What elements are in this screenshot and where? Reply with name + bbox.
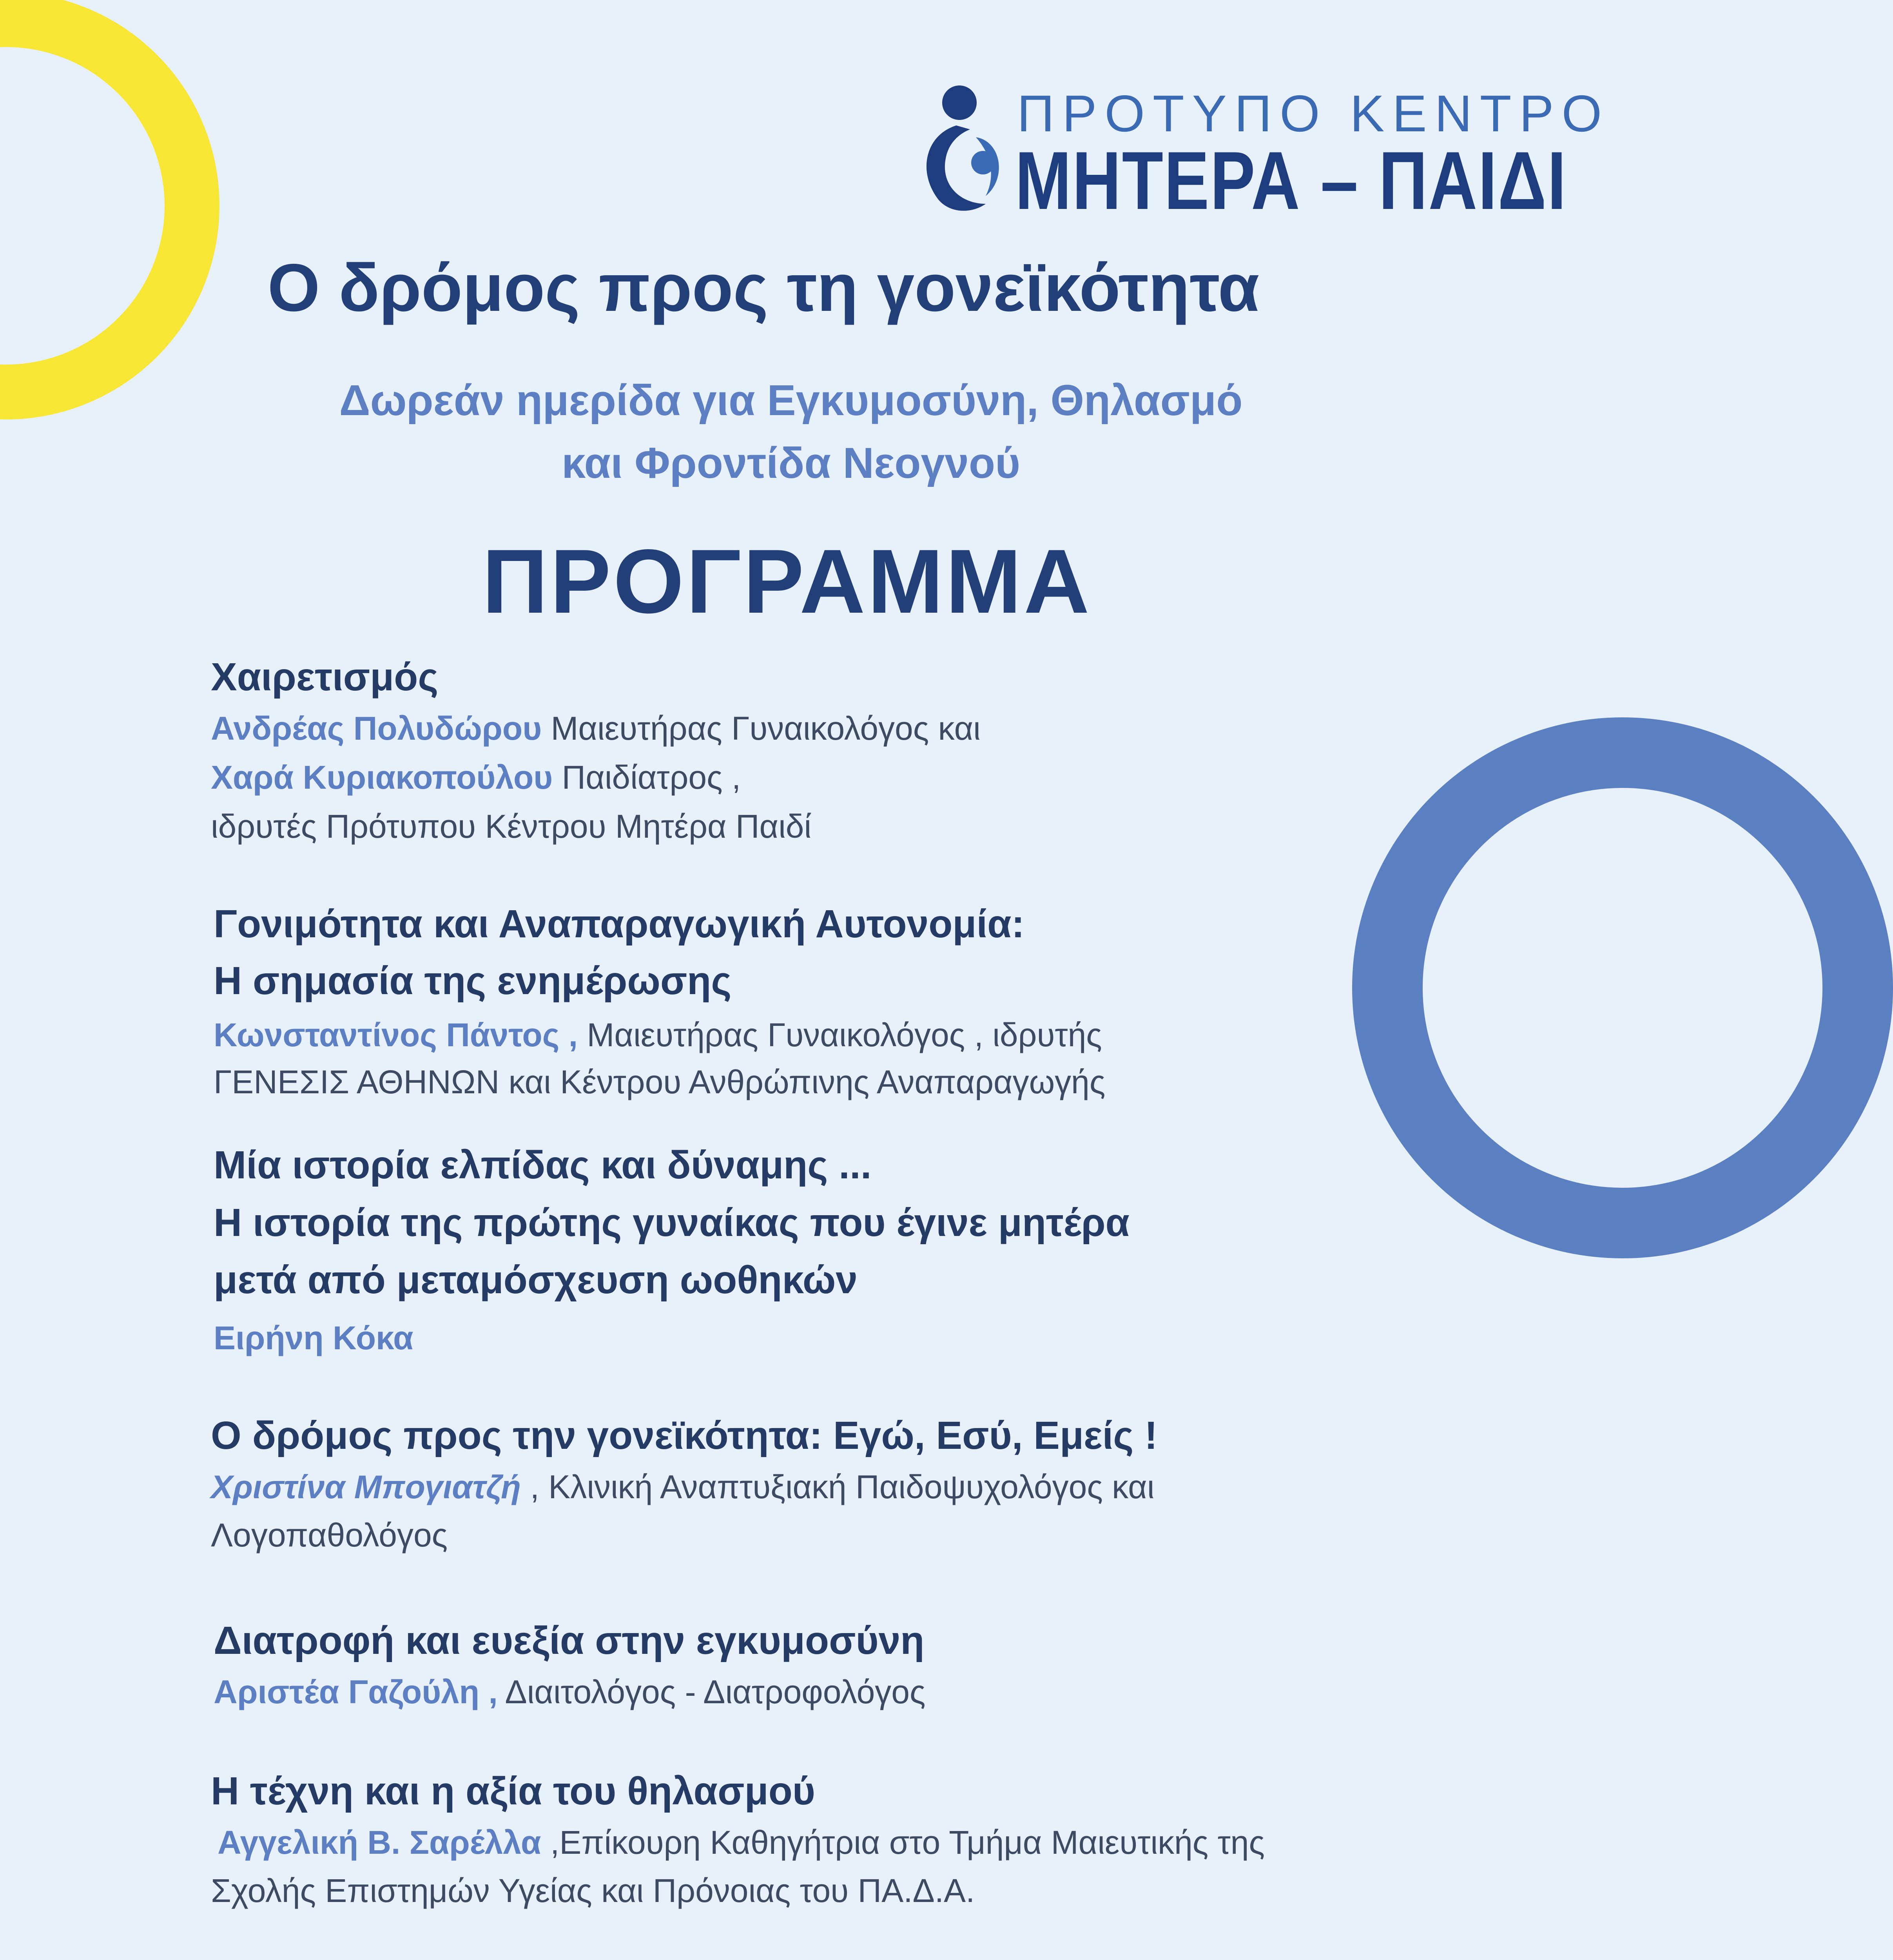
session-title: Χαιρετισμός xyxy=(211,655,439,699)
speaker-name: Χαρά Κυριακοπούλου xyxy=(211,759,553,796)
program-heading: ΠΡΟΓΡΑΜΜΑ xyxy=(482,531,1092,632)
logo xyxy=(917,82,1610,227)
session-title: Η τέχνη και η αξία του θηλασμού xyxy=(211,1769,815,1813)
blue-ring-decoration xyxy=(1352,717,1893,1258)
speaker-name: Ανδρέας Πολυδώρου xyxy=(211,710,542,747)
speaker-name: Χριστίνα Μπογιατζή xyxy=(211,1468,521,1505)
speaker-role: , Κλινική Αναπτυξιακή Παιδοψυχολόγος και xyxy=(521,1468,1155,1505)
event-title: Ο δρόμος προς τη γονεϊκότητα xyxy=(267,250,1260,325)
speaker-role: ,Επίκουρη Καθηγήτρια στο Τμήμα Μαιευτικής της xyxy=(541,1824,1265,1861)
speaker-role: Διαιτολόγος - Διατροφολόγος xyxy=(497,1673,926,1710)
speaker-line xyxy=(211,1468,1154,1506)
speaker-role-line2: ΓΕΝΕΣΙΣ ΑΘΗΝΩΝ και Κέντρου Ανθρώπινης Αναπαραγωγής xyxy=(214,1063,1106,1100)
session-title-line1: Μία ιστορία ελπίδας και δύναμης ... xyxy=(214,1143,872,1187)
speaker-line xyxy=(211,710,981,748)
speaker-name: Κωνσταντίνος Πάντος , xyxy=(214,1016,578,1053)
speaker-role-line2: Σχολής Επιστημών Υγείας και Πρόνοιας του ΠΑ.Δ.Α. xyxy=(211,1872,975,1909)
speaker-line xyxy=(214,1016,1102,1054)
speaker-role: Μαιευτήρας Γυναικολόγος και xyxy=(542,710,981,747)
session-title: Ο δρόμος προς την γονεϊκότητα: Εγώ, Εσύ, Εμείς ! xyxy=(211,1414,1158,1457)
session-title-line2: Η σημασία της ενημέρωσης xyxy=(214,959,732,1003)
speaker-note: ιδρυτές Πρότυπου Κέντρου Μητέρα Παιδί xyxy=(211,808,812,845)
speaker-line xyxy=(211,759,741,797)
logo-bottom-text: ΜΗΤΕΡΑ – ΠΑΙΔΙ xyxy=(1015,134,1567,227)
speaker-line xyxy=(214,1673,926,1711)
yellow-ring-decoration xyxy=(0,0,219,419)
session-title-line3: μετά από μεταμόσχευση ωοθηκών xyxy=(214,1258,858,1302)
speaker-name: Αριστέα Γαζούλη , xyxy=(214,1673,498,1710)
logo-top-text: ΠΡΟΤΥΠΟ ΚΕΝΤΡΟ xyxy=(1017,85,1610,142)
event-subtitle-line1: Δωρεάν ημερίδα για Εγκυμοσύνη, Θηλασμό xyxy=(339,376,1243,425)
speaker-name: Ειρήνη Κόκα xyxy=(214,1319,413,1356)
speaker-role: Παιδίατρος , xyxy=(553,759,741,796)
session-title-line2: Η ιστορία της πρώτης γυναίκας που έγινε μητέρα xyxy=(214,1201,1130,1245)
mother-child-logo-icon xyxy=(917,82,1007,216)
session-title-line1: Γονιμότητα και Αναπαραγωγική Αυτονομία: xyxy=(214,902,1025,946)
speaker-name: Αγγελική Β. Σαρέλλα xyxy=(218,1824,541,1861)
speaker-role: Μαιευτήρας Γυναικολόγος , ιδρυτής xyxy=(578,1016,1102,1053)
speaker-line xyxy=(218,1824,1265,1862)
session-title: Διατροφή και ευεξία στην εγκυμοσύνη xyxy=(214,1619,925,1662)
speaker-role-line2: Λογοπαθολόγος xyxy=(211,1517,448,1553)
event-subtitle-line2: και Φροντίδα Νεογνού xyxy=(561,439,1021,487)
